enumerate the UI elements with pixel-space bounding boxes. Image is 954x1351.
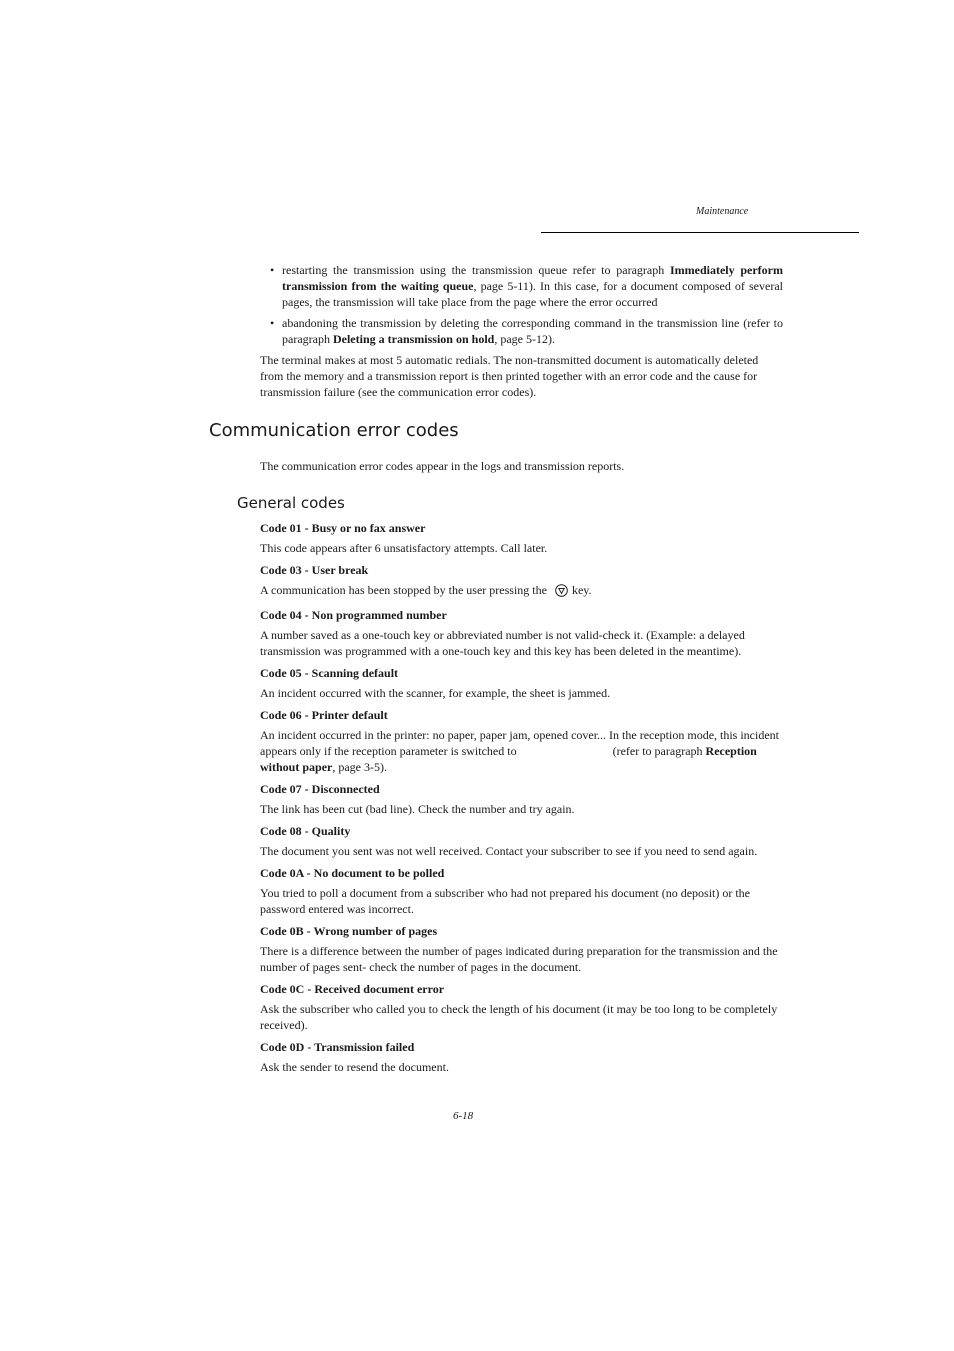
code-item [260,707,784,775]
paragraph-reference: Deleting a transmission on hold [332,332,495,346]
code-title: Code 06 - Printer default [260,708,388,722]
bullet-icon: • [270,263,275,277]
code-description: This code appears after 6 unsatisfactory attempts. Call later. [260,541,548,555]
code-item [260,520,784,556]
code-item [260,823,784,859]
code-description: There is a difference between the number of pages indicated during preparation for the transmission and the number of pages sent- check the number of pages in the document. [260,944,778,974]
code-description: The link has been cut (bad line). Check the number and try again. [260,802,575,816]
code-title: Code 0D - Transmission failed [260,1040,415,1054]
page-number: 6-18 [453,1110,474,1122]
code-title: Code 04 - Non programmed number [260,608,447,622]
code-item [260,981,784,1033]
intro-block [260,262,783,400]
code-item [260,923,784,975]
code-item [260,865,784,917]
subsection-title: General codes [237,494,345,512]
code-title: Code 0C - Received document error [260,982,445,996]
code-title: Code 07 - Disconnected [260,782,380,796]
code-title: Code 0A - No document to be polled [260,866,445,880]
code-title: Code 0B - Wrong number of pages [260,924,438,938]
bullet-list [260,262,783,347]
code-title: Code 03 - User break [260,563,369,577]
code-description: An incident occurred with the scanner, for example, the sheet is jammed. [260,686,611,700]
code-description: The document you sent was not well received. Contact your subscriber to see if you need to send again. [260,844,758,858]
code-item [260,781,784,817]
code-description: You tried to poll a document from a subscriber who had not prepared his document (no deposit) or the password entered was incorrect. [260,886,751,916]
stop-key-icon [555,584,568,601]
list-item: • abandoning the transmission by deleting the corresponding command in the transmission line (refer to paragraph Deleting a transmission on hold, page 5-12). [270,316,783,346]
code-item [260,562,784,601]
section-title: Communication error codes [209,420,459,441]
code-description: An incident occurred in the printer: no paper, paper jam, opened cover... In the reception mode, this incident appears only if the reception parameter is switched to (refer to paragraph Reception without paper, page 3-5). [260,728,780,774]
header-rule [541,232,859,233]
header-title: Maintenance [696,206,749,217]
code-title: Code 08 - Quality [260,824,351,838]
code-description: Ask the sender to resend the document. [260,1060,449,1074]
code-title: Code 05 - Scanning default [260,666,399,680]
code-description: A communication has been stopped by the user pressing the key. [260,582,784,601]
code-item [260,607,784,659]
paragraph-reference: Reception without paper [260,744,757,774]
redial-paragraph: The terminal makes at most 5 automatic redials. The non-transmitted document is automatically deleted from the memory and a transmission report is then printed together with an error code and the cause for transmission failure (see the communication error codes). [260,353,759,399]
list-item: • restarting the transmission using the transmission queue refer to paragraph Immediately perform transmission from the waiting queue, page 5-11). In this case, for a document composed of several pages, the transmission will take place from the page where the error occurred [270,263,784,309]
code-title: Code 01 - Busy or no fax answer [260,521,426,535]
code-description: Ask the subscriber who called you to check the length of his document (it may be too long to be completely received). [260,1002,778,1032]
code-description: A number saved as a one-touch key or abbreviated number is not valid-check it. (Example: a delayed transmission was programmed with a one-touch key and this key has been deleted in the meantime). [260,628,745,658]
bullet-icon: • [270,316,275,330]
code-item [260,1039,784,1075]
code-item [260,665,784,701]
error-code-list [260,520,784,1081]
paragraph-reference: Immediately perform transmission from the waiting queue [282,263,784,293]
section-intro: The communication error codes appear in the logs and transmission reports. [260,459,625,473]
